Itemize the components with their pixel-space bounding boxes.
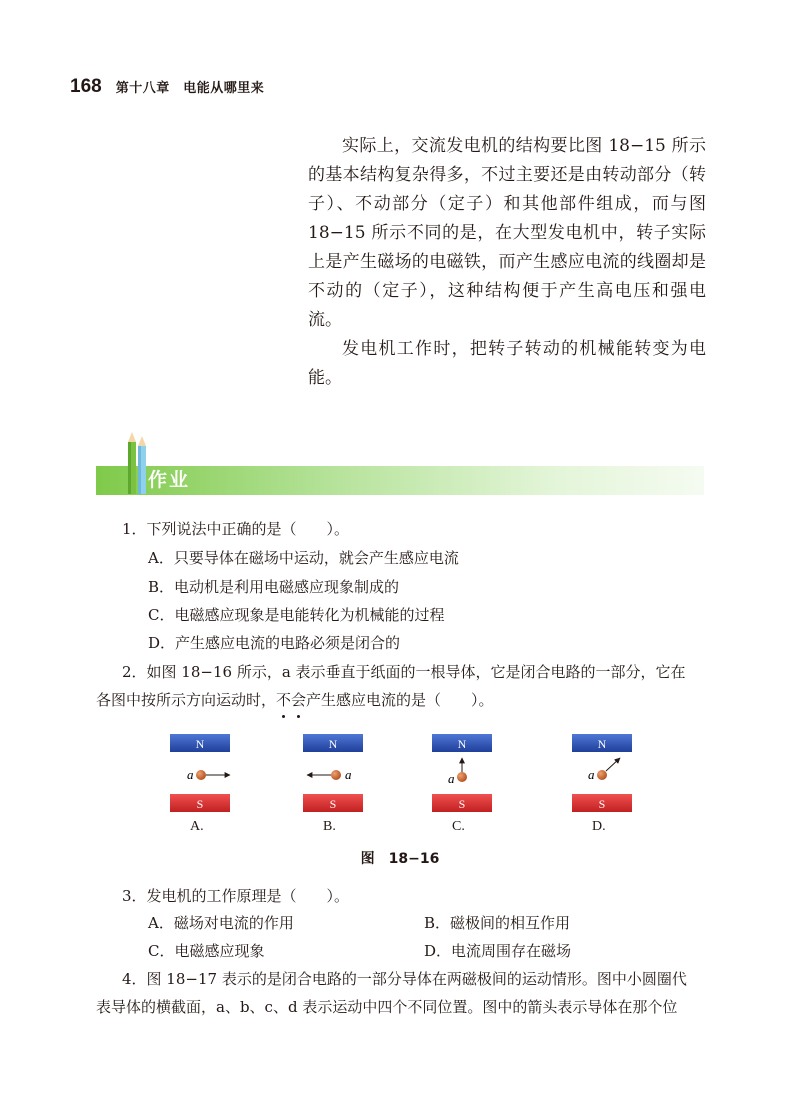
- panel-a: [170, 734, 230, 812]
- q2-emphasis-1: [276, 691, 291, 709]
- conductor-label: a: [345, 767, 352, 782]
- south-label: S: [329, 797, 337, 811]
- conductor-label: a: [187, 767, 194, 782]
- conductor: [597, 770, 607, 780]
- emphasis-dot: [282, 715, 285, 718]
- q1-option-c: C．电磁感应现象是电能转化为机械能的过程: [148, 606, 445, 624]
- south-label: S: [196, 797, 204, 811]
- conductor-label: a: [448, 771, 455, 786]
- figure-caption: 图 18−16: [360, 851, 440, 867]
- conductor-label: a: [588, 767, 595, 782]
- panel-c-label: C.: [452, 819, 465, 834]
- q2-line2: [96, 688, 494, 712]
- homework-title: 作业: [148, 469, 191, 491]
- chapter-title: 第十八章 电能从哪里来: [115, 81, 265, 96]
- q2-em2-text: 会: [291, 691, 307, 709]
- panel-b-label: B.: [323, 819, 336, 834]
- q2-emphasis-2: [291, 691, 306, 709]
- q3-option-d: D．电流周围存在磁场: [424, 942, 572, 960]
- north-label: N: [195, 737, 205, 751]
- panel-c: [432, 734, 492, 812]
- conductor: [196, 770, 206, 780]
- intro-text: [308, 132, 706, 393]
- panel-d-label: D.: [592, 819, 606, 834]
- q2-line2-post: 产生感应电流的是（ ）。: [306, 691, 494, 709]
- panel-a-label: A.: [190, 819, 204, 834]
- q2-em1-text: 不: [276, 691, 292, 709]
- north-label: N: [457, 737, 467, 751]
- q1-option-d: D．产生感应电流的电路必须是闭合的: [148, 634, 401, 652]
- panel-d: [572, 734, 632, 812]
- q3-option-c: C．电磁感应现象: [148, 942, 265, 960]
- q2-line2-pre: 各图中按所示方向运动时，: [96, 691, 277, 709]
- north-label: N: [597, 737, 607, 751]
- q2-line1: 2．如图 18−16 所示，a 表示垂直于纸面的一根导体，它是闭合电路的一部分，它在: [122, 663, 686, 681]
- q3-stem: 3．发电机的工作原理是（ ）。: [122, 887, 350, 905]
- page-header: [70, 76, 264, 98]
- q3-option-a: A．磁场对电流的作用: [148, 914, 294, 932]
- page-number: 168: [70, 76, 102, 97]
- q1-option-a: A．只要导体在磁场中运动，就会产生感应电流: [148, 549, 459, 567]
- q1-stem: 1．下列说法中正确的是（ ）。: [122, 520, 350, 538]
- south-label: S: [598, 797, 606, 811]
- emphasis-dot: [297, 715, 300, 718]
- q4-line1: 4．图 18−17 表示的是闭合电路的一部分导体在两磁极间的运动情形。图中小圆圈代: [122, 970, 687, 988]
- intro-paragraph-1: 实际上，交流发电机的结构要比图 18−15 所示的基本结构复杂得多，不过主要还是由转动部分（转子）、不动部分（定子）和其他部件组成，而与图 18−15 所示不同的是，在大型发电机中，转子实际上是产生磁场的电磁铁，而产生感应电流的线圈却是不动的（定子），这种结构便于产生高电压和强电流。: [308, 136, 706, 330]
- panel-b: [303, 734, 363, 812]
- conductor: [457, 772, 467, 782]
- figure-18-16: [150, 734, 650, 814]
- conductor: [331, 770, 341, 780]
- intro-paragraph-2: 发电机工作时，把转子转动的机械能转变为电能。: [308, 339, 706, 388]
- q1-option-b: B．电动机是利用电磁感应现象制成的: [148, 578, 400, 596]
- north-label: N: [328, 737, 338, 751]
- q4-line2: 表导体的横截面，a、b、c、d 表示运动中四个不同位置。图中的箭头表示导体在那个位: [96, 998, 678, 1016]
- q3-option-b: B．磁极间的相互作用: [424, 914, 571, 932]
- motion-arrow: [606, 758, 620, 771]
- south-label: S: [458, 797, 466, 811]
